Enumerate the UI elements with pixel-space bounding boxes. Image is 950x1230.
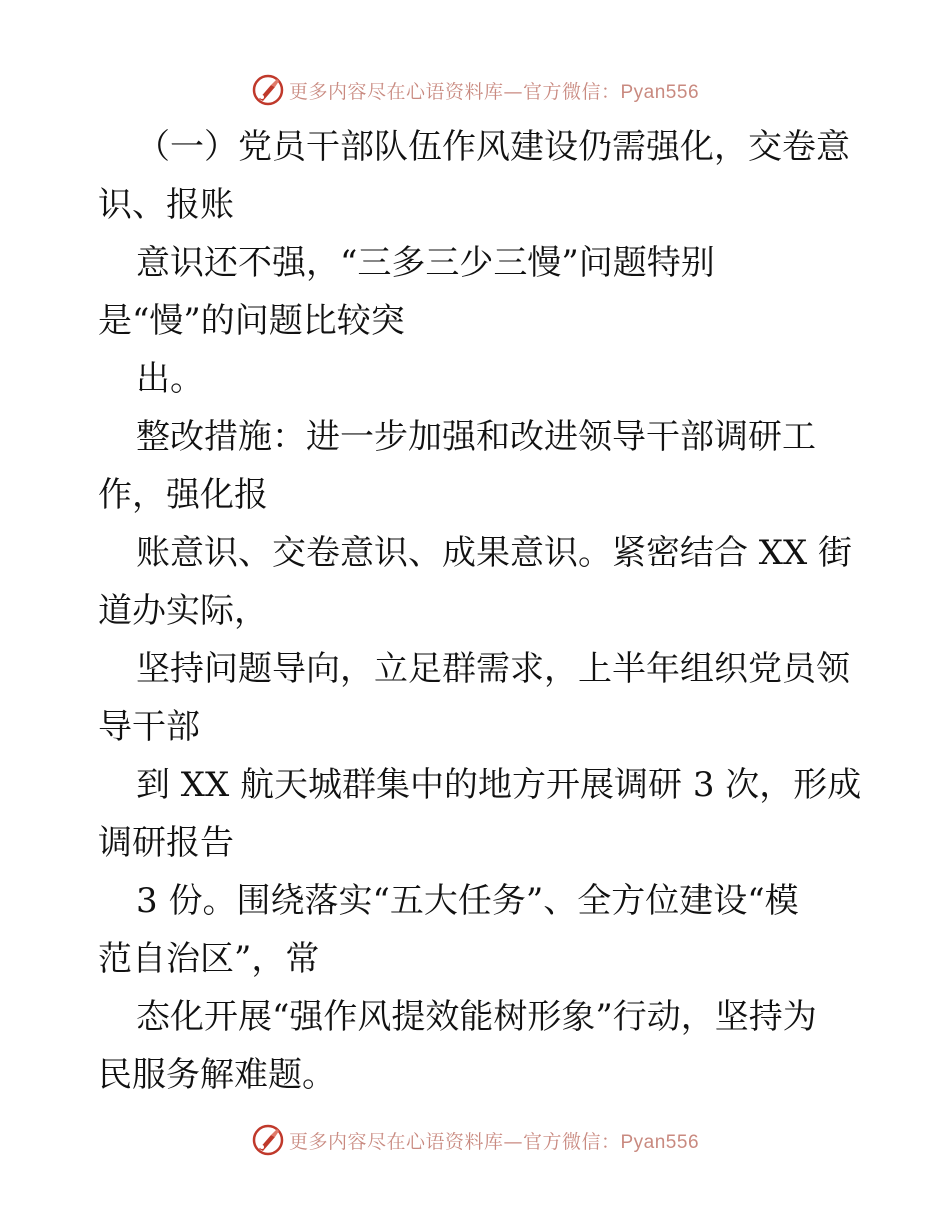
watermark-text: 更多内容尽在心语资料库—官方微信：Pyan556 [288, 80, 700, 103]
text-line: （一）党员干部队伍作风建设仍需强化，交卷意 [136, 127, 850, 167]
text-line: 作，强化报 [98, 475, 268, 515]
text-line: 坚持问题导向，立足群需求，上半年组织党员领 [136, 649, 850, 689]
text-line: 整改措施：进一步加强和改进领导干部调研工 [136, 417, 816, 457]
pen-logo-icon [251, 73, 285, 107]
text-line: 态化开展“强作风提效能树形象”行动，坚持为 [136, 997, 817, 1037]
text-line: 导干部 [98, 707, 200, 747]
text-line: 识、报账 [98, 185, 234, 225]
text-line: 账意识、交卷意识、成果意识。紧密结合 XX 街 [136, 533, 853, 573]
text-line: 到 XX 航天城群集中的地方开展调研 3 次，形成 [136, 765, 862, 805]
wechat-id: Pyan556 [620, 81, 700, 103]
wechat-id: Pyan556 [620, 1131, 700, 1153]
text-line: 调研报告 [98, 823, 234, 863]
text-line: 民服务解难题。 [98, 1055, 336, 1095]
text-line: 出。 [136, 359, 204, 399]
header-watermark [0, 70, 950, 110]
text-line: 3 份。围绕落实“五大任务”、全方位建设“模 [136, 881, 799, 921]
text-line: 范自治区”，常 [98, 939, 320, 979]
text-line: 意识还不强，“三多三少三慢”问题特别 [136, 243, 715, 283]
pen-logo-icon [251, 1123, 285, 1157]
text-line: 道办实际， [98, 591, 268, 631]
document-body [98, 118, 862, 1104]
watermark-text: 更多内容尽在心语资料库—官方微信：Pyan556 [288, 1130, 700, 1153]
footer-watermark [0, 1120, 950, 1160]
text-line: 是“慢”的问题比较突 [98, 301, 405, 341]
